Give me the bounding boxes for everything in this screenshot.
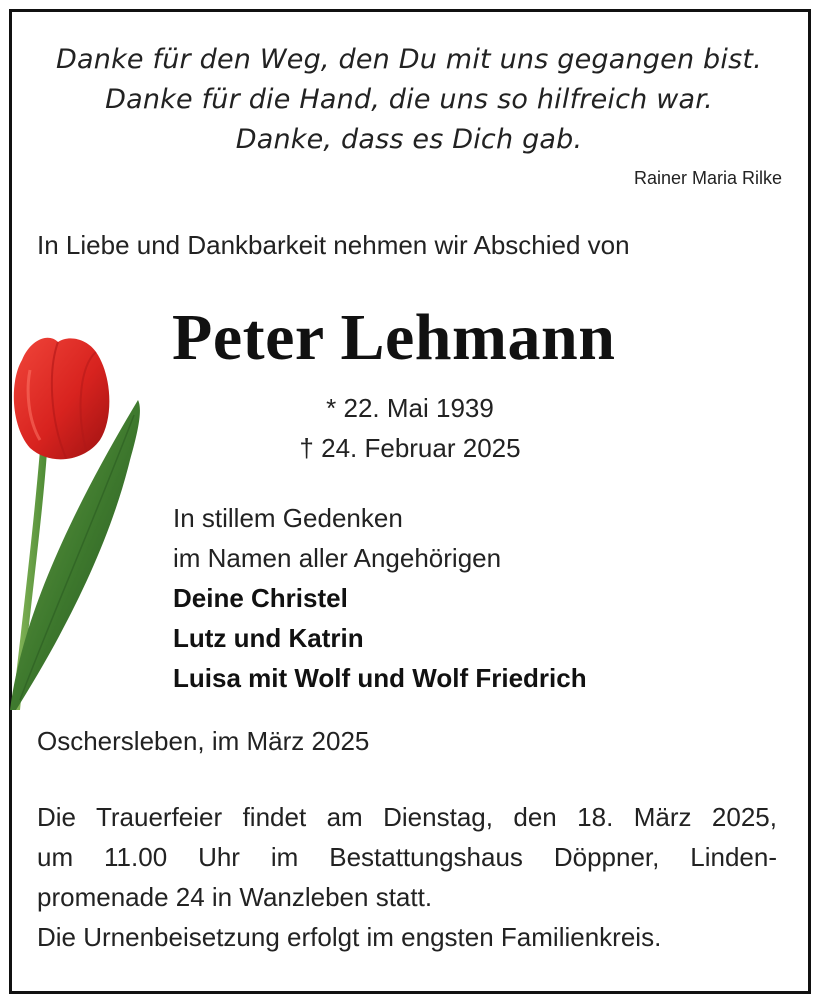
death-date: † 24. Februar 2025 bbox=[299, 433, 521, 463]
quote-line-2: Danke für die Hand, die uns so hilfreich war. bbox=[105, 84, 713, 115]
quote-line-3: Danke, dass es Dich gab. bbox=[235, 124, 583, 155]
mourner-name-1: Deine Christel bbox=[173, 583, 348, 613]
birth-date: * 22. Mai 1939 bbox=[326, 393, 494, 423]
place-date: Oschersleben, im März 2025 bbox=[37, 726, 370, 756]
quote-line-1: Danke für den Weg, den Du mit uns gegangen bist. bbox=[56, 44, 762, 75]
funeral-info bbox=[37, 797, 777, 957]
funeral-line-4: Die Urnenbeisetzung erfolgt im engsten Familienkreis. bbox=[37, 922, 662, 952]
funeral-line-1: Die Trauerfeier findet am Dienstag, den 18. März 2025, bbox=[37, 802, 777, 832]
intro-text: In Liebe und Dankbarkeit nehmen wir Abschied von bbox=[37, 230, 630, 260]
deceased-name: Peter Lehmann bbox=[172, 301, 616, 374]
funeral-line-3: promenade 24 in Wanzleben statt. bbox=[37, 882, 433, 912]
rilke-quote bbox=[12, 40, 806, 160]
mourners-line-1: In stillem Gedenken bbox=[173, 503, 403, 533]
mourners-line-2: im Namen aller Angehörigen bbox=[173, 543, 502, 573]
funeral-line-2: um 11.00 Uhr im Bestattungshaus Döppner, Linden- bbox=[37, 842, 777, 872]
mourners-block bbox=[173, 498, 587, 698]
mourner-name-2: Lutz und Katrin bbox=[173, 623, 364, 653]
tulip-illustration bbox=[0, 330, 150, 710]
quote-author: Rainer Maria Rilke bbox=[633, 168, 782, 188]
mourner-name-3: Luisa mit Wolf und Wolf Friedrich bbox=[173, 663, 587, 693]
life-dates bbox=[250, 388, 570, 468]
